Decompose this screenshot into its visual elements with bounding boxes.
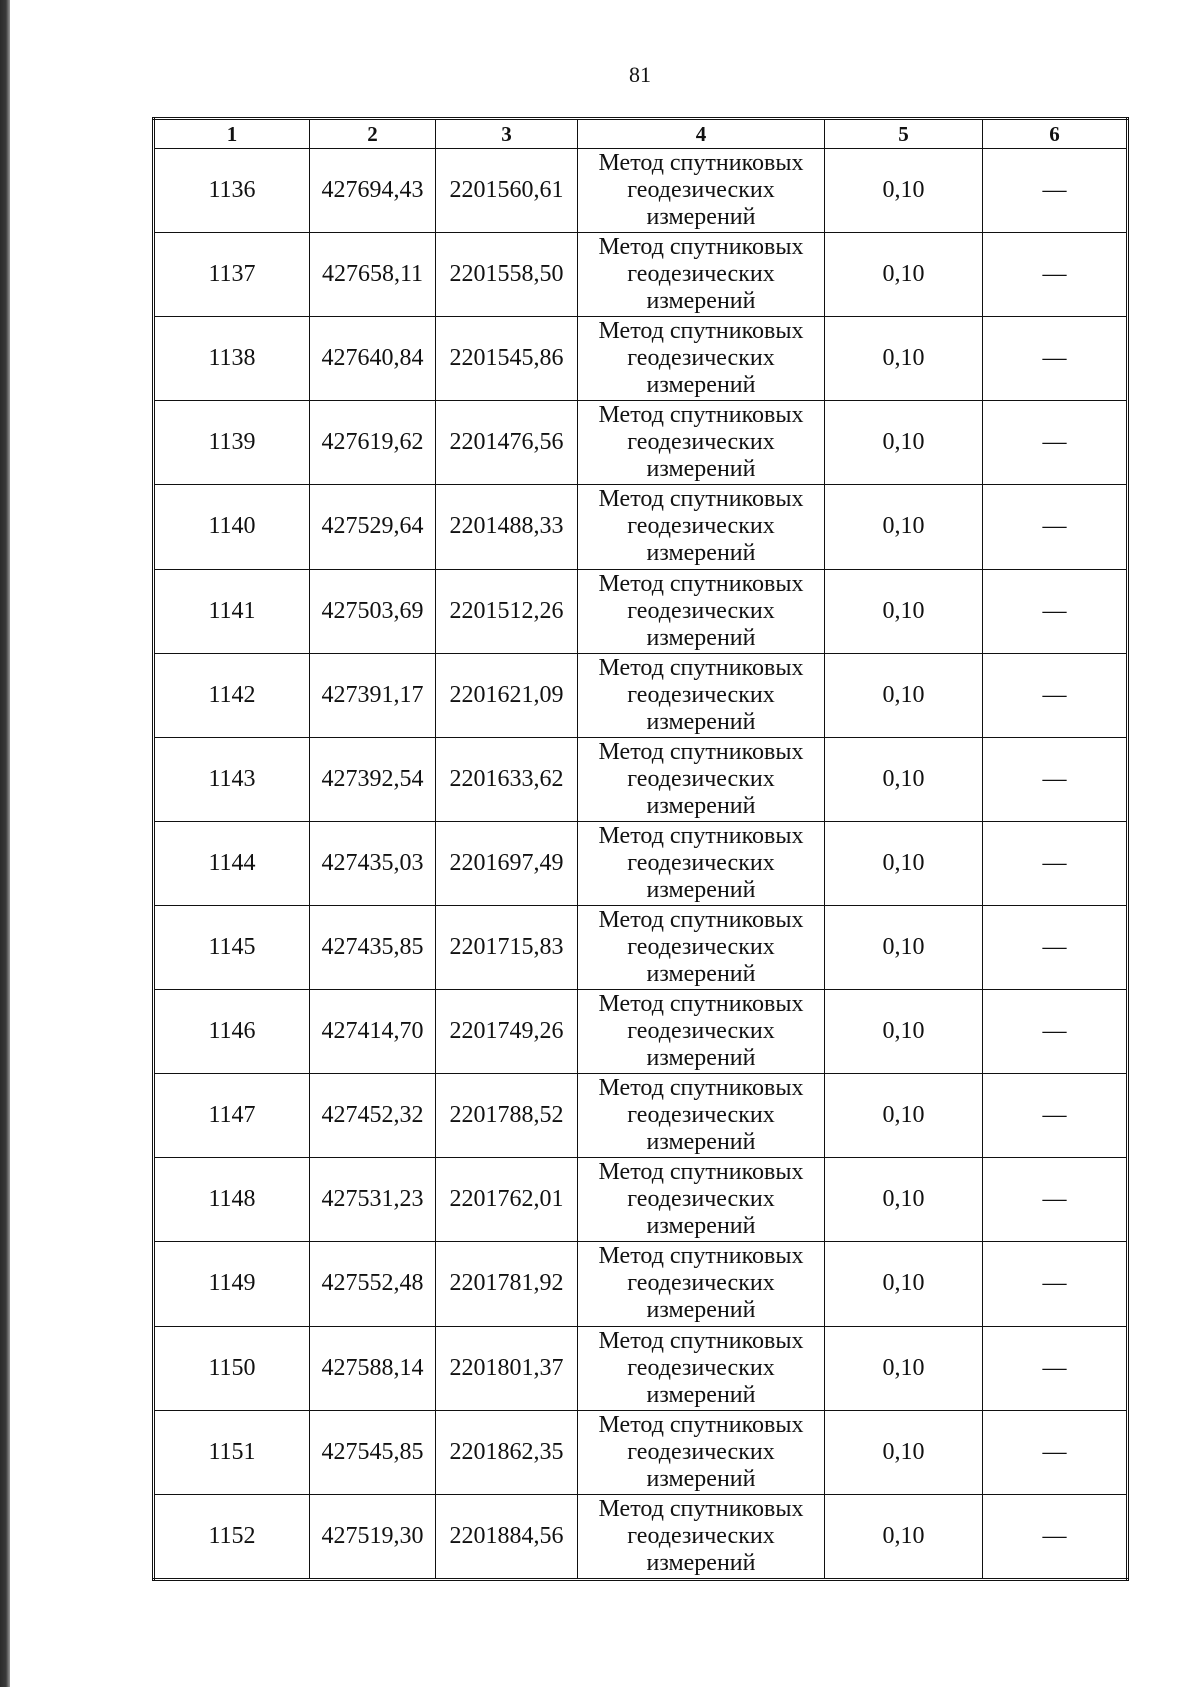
point-number-cell: 1149 xyxy=(154,1242,310,1326)
method-cell xyxy=(578,485,825,569)
method-line: измерений xyxy=(646,372,756,399)
method-line: измерений xyxy=(646,288,756,315)
method-line: измерений xyxy=(646,876,756,903)
method-line: Метод спутниковых xyxy=(598,822,804,849)
note-cell: — xyxy=(983,990,1128,1074)
note-cell: — xyxy=(983,569,1128,653)
method-cell xyxy=(578,737,825,821)
method-cell xyxy=(578,905,825,989)
method-cell xyxy=(578,233,825,317)
note-cell: — xyxy=(983,1494,1128,1579)
method-line: Метод спутниковых xyxy=(598,907,804,934)
x-coordinate-cell: 427392,54 xyxy=(310,737,436,821)
x-coordinate-cell: 427545,85 xyxy=(310,1410,436,1494)
accuracy-cell: 0,10 xyxy=(825,569,983,653)
accuracy-cell: 0,10 xyxy=(825,821,983,905)
accuracy-cell: 0,10 xyxy=(825,1410,983,1494)
method-line: геодезических xyxy=(627,261,775,288)
table-row xyxy=(154,1494,1128,1579)
method-line: измерений xyxy=(646,204,756,231)
note-cell: — xyxy=(983,401,1128,485)
method-line: геодезических xyxy=(627,1102,775,1129)
method-line: измерений xyxy=(646,1297,756,1324)
method-cell xyxy=(578,1410,825,1494)
accuracy-cell: 0,10 xyxy=(825,990,983,1074)
method-cell xyxy=(578,1074,825,1158)
method-cell xyxy=(578,401,825,485)
method-cell xyxy=(578,990,825,1074)
table-row xyxy=(154,990,1128,1074)
method-line: геодезических xyxy=(627,345,775,372)
note-cell: — xyxy=(983,1242,1128,1326)
method-line: геодезических xyxy=(627,177,775,204)
coordinates-table xyxy=(152,117,1129,1581)
table-row xyxy=(154,569,1128,653)
method-cell xyxy=(578,1326,825,1410)
note-cell: — xyxy=(983,149,1128,233)
column-header: 1 xyxy=(154,119,310,149)
method-line: измерений xyxy=(646,624,756,651)
table-row xyxy=(154,821,1128,905)
point-number-cell: 1151 xyxy=(154,1410,310,1494)
point-number-cell: 1139 xyxy=(154,401,310,485)
x-coordinate-cell: 427552,48 xyxy=(310,1242,436,1326)
point-number-cell: 1136 xyxy=(154,149,310,233)
table-row xyxy=(154,653,1128,737)
point-number-cell: 1150 xyxy=(154,1326,310,1410)
method-line: измерений xyxy=(646,1549,756,1576)
method-line: геодезических xyxy=(627,429,775,456)
y-coordinate-cell: 2201488,33 xyxy=(436,485,578,569)
method-line: Метод спутниковых xyxy=(598,1243,804,1270)
table-row xyxy=(154,737,1128,821)
method-line: геодезических xyxy=(627,1270,775,1297)
point-number-cell: 1152 xyxy=(154,1494,310,1579)
table-row xyxy=(154,233,1128,317)
note-cell: — xyxy=(983,1326,1128,1410)
accuracy-cell: 0,10 xyxy=(825,905,983,989)
point-number-cell: 1144 xyxy=(154,821,310,905)
column-header: 6 xyxy=(983,119,1128,149)
y-coordinate-cell: 2201633,62 xyxy=(436,737,578,821)
table-row xyxy=(154,149,1128,233)
method-line: измерений xyxy=(646,1213,756,1240)
accuracy-cell: 0,10 xyxy=(825,653,983,737)
accuracy-cell: 0,10 xyxy=(825,233,983,317)
y-coordinate-cell: 2201476,56 xyxy=(436,401,578,485)
x-coordinate-cell: 427503,69 xyxy=(310,569,436,653)
method-cell xyxy=(578,317,825,401)
method-line: измерений xyxy=(646,1045,756,1072)
point-number-cell: 1140 xyxy=(154,485,310,569)
method-line: Метод спутниковых xyxy=(598,654,804,681)
method-line: Метод спутниковых xyxy=(598,150,804,177)
method-line: Метод спутниковых xyxy=(598,1495,804,1522)
table-row xyxy=(154,485,1128,569)
accuracy-cell: 0,10 xyxy=(825,1158,983,1242)
x-coordinate-cell: 427619,62 xyxy=(310,401,436,485)
column-header: 3 xyxy=(436,119,578,149)
accuracy-cell: 0,10 xyxy=(825,401,983,485)
method-line: измерений xyxy=(646,1129,756,1156)
method-line: Метод спутниковых xyxy=(598,1075,804,1102)
x-coordinate-cell: 427435,85 xyxy=(310,905,436,989)
x-coordinate-cell: 427694,43 xyxy=(310,149,436,233)
y-coordinate-cell: 2201558,50 xyxy=(436,233,578,317)
table-row xyxy=(154,317,1128,401)
note-cell: — xyxy=(983,233,1128,317)
y-coordinate-cell: 2201715,83 xyxy=(436,905,578,989)
method-line: геодезических xyxy=(627,849,775,876)
scan-edge xyxy=(0,0,10,1687)
note-cell: — xyxy=(983,737,1128,821)
method-line: геодезических xyxy=(627,1354,775,1381)
accuracy-cell: 0,10 xyxy=(825,1074,983,1158)
table-row xyxy=(154,1326,1128,1410)
point-number-cell: 1148 xyxy=(154,1158,310,1242)
x-coordinate-cell: 427531,23 xyxy=(310,1158,436,1242)
note-cell: — xyxy=(983,821,1128,905)
point-number-cell: 1141 xyxy=(154,569,310,653)
method-line: измерений xyxy=(646,1465,756,1492)
y-coordinate-cell: 2201862,35 xyxy=(436,1410,578,1494)
y-coordinate-cell: 2201545,86 xyxy=(436,317,578,401)
x-coordinate-cell: 427391,17 xyxy=(310,653,436,737)
method-cell xyxy=(578,1242,825,1326)
accuracy-cell: 0,10 xyxy=(825,317,983,401)
accuracy-cell: 0,10 xyxy=(825,485,983,569)
method-line: измерений xyxy=(646,792,756,819)
method-cell xyxy=(578,653,825,737)
table-row xyxy=(154,1074,1128,1158)
method-line: геодезических xyxy=(627,1438,775,1465)
method-line: геодезических xyxy=(627,1186,775,1213)
table-row xyxy=(154,1410,1128,1494)
method-line: геодезических xyxy=(627,765,775,792)
table-row xyxy=(154,905,1128,989)
note-cell: — xyxy=(983,653,1128,737)
table-row xyxy=(154,1242,1128,1326)
column-header: 4 xyxy=(578,119,825,149)
point-number-cell: 1145 xyxy=(154,905,310,989)
x-coordinate-cell: 427588,14 xyxy=(310,1326,436,1410)
table-row xyxy=(154,401,1128,485)
point-number-cell: 1137 xyxy=(154,233,310,317)
column-header: 5 xyxy=(825,119,983,149)
x-coordinate-cell: 427519,30 xyxy=(310,1494,436,1579)
point-number-cell: 1138 xyxy=(154,317,310,401)
y-coordinate-cell: 2201762,01 xyxy=(436,1158,578,1242)
method-cell xyxy=(578,1494,825,1579)
method-line: Метод спутниковых xyxy=(598,1159,804,1186)
y-coordinate-cell: 2201697,49 xyxy=(436,821,578,905)
method-cell xyxy=(578,821,825,905)
y-coordinate-cell: 2201560,61 xyxy=(436,149,578,233)
note-cell: — xyxy=(983,1410,1128,1494)
note-cell: — xyxy=(983,317,1128,401)
method-line: Метод спутниковых xyxy=(598,234,804,261)
y-coordinate-cell: 2201781,92 xyxy=(436,1242,578,1326)
y-coordinate-cell: 2201621,09 xyxy=(436,653,578,737)
method-line: Метод спутниковых xyxy=(598,738,804,765)
x-coordinate-cell: 427414,70 xyxy=(310,990,436,1074)
method-line: измерений xyxy=(646,540,756,567)
note-cell: — xyxy=(983,905,1128,989)
note-cell: — xyxy=(983,485,1128,569)
method-line: геодезических xyxy=(627,681,775,708)
accuracy-cell: 0,10 xyxy=(825,1326,983,1410)
method-line: Метод спутниковых xyxy=(598,402,804,429)
method-line: Метод спутниковых xyxy=(598,1327,804,1354)
method-line: измерений xyxy=(646,961,756,988)
x-coordinate-cell: 427529,64 xyxy=(310,485,436,569)
point-number-cell: 1142 xyxy=(154,653,310,737)
method-line: Метод спутниковых xyxy=(598,486,804,513)
method-cell xyxy=(578,149,825,233)
accuracy-cell: 0,10 xyxy=(825,737,983,821)
accuracy-cell: 0,10 xyxy=(825,1242,983,1326)
method-line: измерений xyxy=(646,456,756,483)
page-number: 81 xyxy=(629,62,651,87)
method-line: Метод спутниковых xyxy=(598,570,804,597)
accuracy-cell: 0,10 xyxy=(825,1494,983,1579)
method-line: Метод спутниковых xyxy=(598,991,804,1018)
x-coordinate-cell: 427640,84 xyxy=(310,317,436,401)
point-number-cell: 1146 xyxy=(154,990,310,1074)
y-coordinate-cell: 2201749,26 xyxy=(436,990,578,1074)
point-number-cell: 1143 xyxy=(154,737,310,821)
method-line: измерений xyxy=(646,1381,756,1408)
method-line: геодезических xyxy=(627,934,775,961)
y-coordinate-cell: 2201512,26 xyxy=(436,569,578,653)
x-coordinate-cell: 427435,03 xyxy=(310,821,436,905)
y-coordinate-cell: 2201801,37 xyxy=(436,1326,578,1410)
note-cell: — xyxy=(983,1074,1128,1158)
header-row xyxy=(154,119,1128,149)
x-coordinate-cell: 427452,32 xyxy=(310,1074,436,1158)
method-line: Метод спутниковых xyxy=(598,318,804,345)
method-line: измерений xyxy=(646,708,756,735)
method-line: геодезических xyxy=(627,1018,775,1045)
method-line: геодезических xyxy=(627,1522,775,1549)
method-line: геодезических xyxy=(627,513,775,540)
method-line: Метод спутниковых xyxy=(598,1411,804,1438)
accuracy-cell: 0,10 xyxy=(825,149,983,233)
y-coordinate-cell: 2201884,56 xyxy=(436,1494,578,1579)
point-number-cell: 1147 xyxy=(154,1074,310,1158)
table-row xyxy=(154,1158,1128,1242)
column-header: 2 xyxy=(310,119,436,149)
y-coordinate-cell: 2201788,52 xyxy=(436,1074,578,1158)
x-coordinate-cell: 427658,11 xyxy=(310,233,436,317)
note-cell: — xyxy=(983,1158,1128,1242)
method-line: геодезических xyxy=(627,597,775,624)
method-cell xyxy=(578,569,825,653)
method-cell xyxy=(578,1158,825,1242)
